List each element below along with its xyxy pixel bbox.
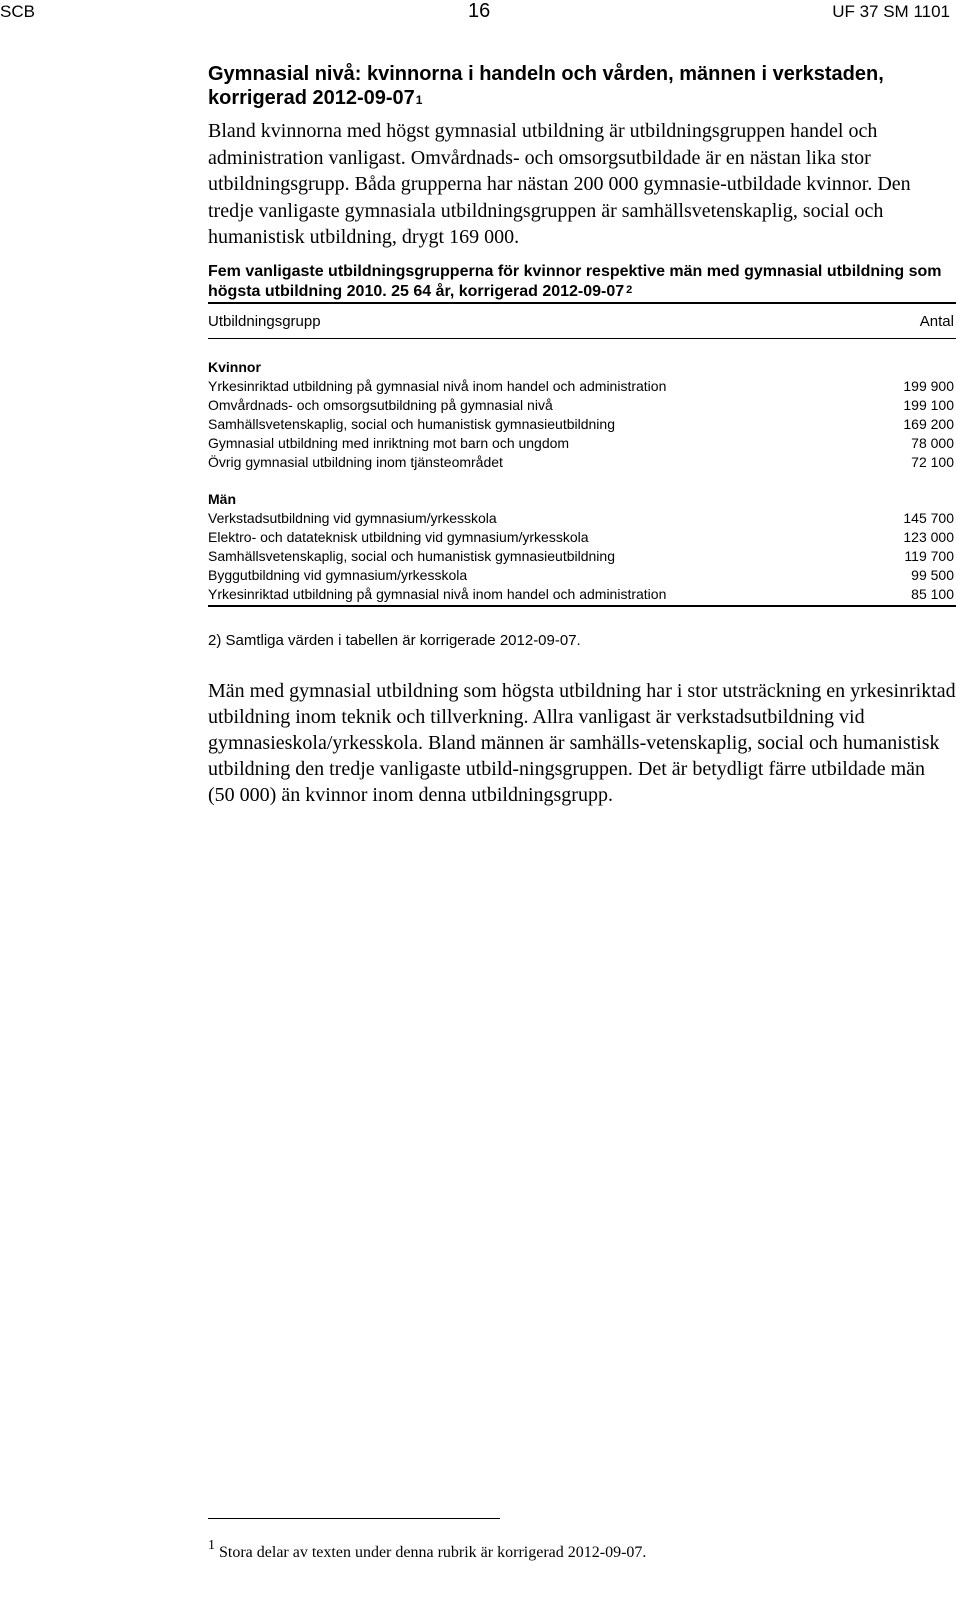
row-value: 99 500 [911, 567, 954, 583]
table-row [208, 509, 956, 528]
heading-footnote-ref: 1 [415, 93, 423, 107]
table-row [208, 453, 956, 472]
col-header-value: Antal [919, 313, 954, 330]
section-heading-text: Gymnasial nivå: kvinnorna i handeln och vården, männen i verkstaden, korrigerad 2012-09-07 [208, 63, 884, 109]
table-row [208, 396, 956, 415]
caption-footnote-ref: 2 [626, 284, 633, 296]
group-title: Män [208, 491, 236, 507]
row-label: Omvårdnads- och omsorgsutbildning på gymnasial nivå [208, 397, 553, 413]
row-label: Yrkesinriktad utbildning på gymnasial nivå inom handel och administration [208, 378, 667, 394]
section-heading [208, 62, 956, 110]
col-header-group: Utbildningsgrupp [208, 313, 321, 330]
page-number: 16 [468, 0, 491, 22]
table-group-men [208, 490, 956, 604]
table-row [208, 528, 956, 547]
row-value: 199 900 [903, 378, 954, 394]
table-note: 2) Samtliga värden i tabellen är korrigerade 2012-09-07. [208, 632, 581, 649]
row-label: Byggutbildning vid gymnasium/yrkesskola [208, 567, 468, 583]
footnote-number: 1 [208, 1538, 215, 1553]
table-row [208, 415, 956, 434]
table-row [208, 585, 956, 604]
table-caption-text: Fem vanligaste utbildningsgrupperna för kvinnor respektive män med gymnasial utbildning som högsta utbildning 2010. 25 64 år, korrigerad 2012-09-07 [208, 263, 942, 300]
footnote [208, 1538, 956, 1562]
table-top-rule [208, 302, 956, 304]
row-label: Verkstadsutbildning vid gymnasium/yrkesskola [208, 510, 497, 526]
row-value: 145 700 [903, 510, 954, 526]
row-value: 85 100 [911, 586, 954, 602]
row-value: 72 100 [911, 454, 954, 470]
row-label: Elektro- och datateknisk utbildning vid gymnasium/yrkesskola [208, 529, 589, 545]
report-code: UF 37 SM 1101 [832, 2, 950, 21]
intro-paragraph: Bland kvinnorna med högst gymnasial utbildning är utbildningsgruppen handel och administration vanligast. Omvårdnads- och omsorgsutbildade är en nästan lika stor utbildningsgrupp. Båda grupperna har nästan 200 000 gymnasie-utbildade kvinnor. Den tredje vanligaste gymnasiala utbildningsgruppen är samhällsvetenskaplig, social och humanistisk utbildning, drygt 169 000. [208, 120, 911, 248]
table-row [208, 547, 956, 566]
table-header [208, 313, 956, 330]
group-title: Kvinnor [208, 359, 261, 375]
table-header-rule [208, 338, 956, 339]
footnote-text: Stora delar av texten under denna rubrik är korrigerad 2012-09-07. [219, 1544, 647, 1561]
row-label: Övrig gymnasial utbildning inom tjänsteområdet [208, 454, 503, 470]
row-label: Gymnasial utbildning med inriktning mot barn och ungdom [208, 435, 570, 451]
header-org: SCB [0, 2, 35, 21]
row-value: 123 000 [903, 529, 954, 545]
row-value: 119 700 [904, 548, 954, 564]
table-group-women [208, 358, 956, 472]
table-row [208, 377, 956, 396]
table-row [208, 434, 956, 453]
row-value: 199 100 [903, 397, 954, 413]
table-row [208, 566, 956, 585]
footnote-separator [208, 1518, 500, 1519]
table-caption [208, 262, 956, 302]
row-value: 169 200 [903, 416, 954, 432]
row-label: Samhällsvetenskaplig, social och humanistisk gymnasieutbildning [208, 416, 615, 432]
men-paragraph: Män med gymnasial utbildning som högsta utbildning har i stor utsträckning en yrkesinriktad utbildning inom teknik och tillverkning. Allra vanligast är verkstadsutbildning vid gymnasieskola/yrkesskola. Bland männen är samhälls-vetenskaplig, social och humanistisk utbildning den tredje vanligaste utbild-ningsgruppen. Det är betydligt färre utbildade män (50 000) än kvinnor inom denna utbildningsgrupp. [208, 680, 956, 806]
row-label: Yrkesinriktad utbildning på gymnasial nivå inom handel och administration [208, 586, 667, 602]
table-bottom-rule [208, 605, 956, 607]
row-label: Samhällsvetenskaplig, social och humanistisk gymnasieutbildning [208, 548, 615, 564]
row-value: 78 000 [911, 435, 954, 451]
